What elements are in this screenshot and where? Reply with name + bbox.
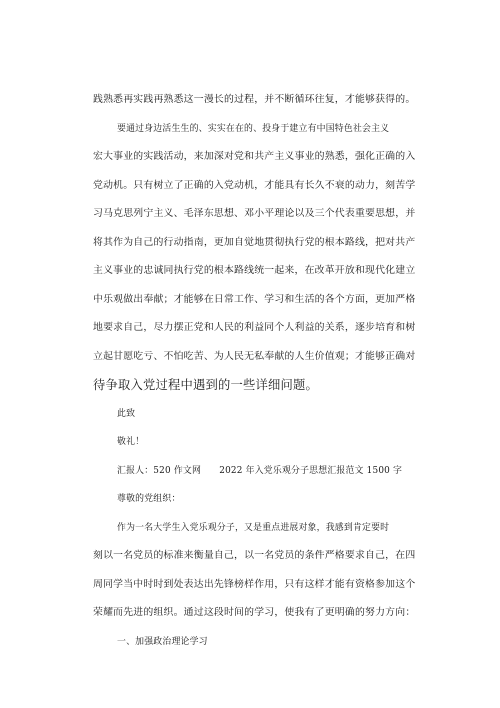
paragraph-line: 将其作为自己的行动指南，更加自觉地贯彻执行党的根本路线，把对共产 xyxy=(93,236,416,248)
reporter-line: 汇报人：520 作文网 2022 年入党乐观分子思想汇报范文 1500 字 xyxy=(117,465,403,476)
salutation-line: 尊敬的党组织： xyxy=(117,494,181,504)
paragraph-line: 践熟悉再实践再熟悉这一漫长的过程，并不断循环往复，才能够获得的。 xyxy=(93,94,416,105)
paragraph-line: 立起甘愿吃亏、不怕吃苦、为人民无私奉献的人生价值观；才能够正确对 xyxy=(93,350,416,362)
paragraph-line: 宏大事业的实践活动，来加深对党和共产主义事业的熟悉，强化正确的入 xyxy=(93,151,416,162)
paragraph-line: 主义事业的忠诚同执行党的根本路线统一起来，在改革开放和现代化建立 xyxy=(93,265,416,276)
paragraph-line: 刻以一名党员的标准来衡量自己，以一名党员的条件严格要求自己，在四 xyxy=(93,550,416,561)
paragraph-line: 周同学当中时时到处表达出先锋榜样作用，只有这样才能有资格参加这个 xyxy=(93,578,416,590)
paragraph-line: 待争取入党过程中遇到的一些详细问题。 xyxy=(93,378,318,392)
paragraph-line: 党动机。只有树立了正确的入党动机，才能具有长久不衰的动力，刻苦学 xyxy=(93,179,416,191)
paragraph-line: 作为一名大学生入党乐观分子，又是重点进展对象，我感到肯定要时 xyxy=(117,522,390,533)
closing-line: 此致 xyxy=(117,408,136,419)
paragraph-line: 地要求自己，尽力摆正党和人民的利益同个人利益的关系，逐步培育和树 xyxy=(93,322,416,333)
document-body xyxy=(93,86,416,656)
paragraph-line: 荣耀而先进的组织。通过这段时间的学习，使我有了更明确的努力方向： xyxy=(93,607,416,618)
section-heading: 一、加强政治理论学习 xyxy=(117,636,208,647)
closing-line: 敬礼！ xyxy=(117,437,145,447)
paragraph-line: 中乐观做出奉献；才能够在日常工作、学习和生活的各个方面，更加严格 xyxy=(93,293,416,305)
paragraph-line: 习马克思列宁主义、毛泽东思想、邓小平理论以及三个代表重要思想，并 xyxy=(93,208,416,219)
paragraph-line: 要通过身边活生生的、实实在在的、投身于建立有中国特色社会主义 xyxy=(117,123,390,134)
